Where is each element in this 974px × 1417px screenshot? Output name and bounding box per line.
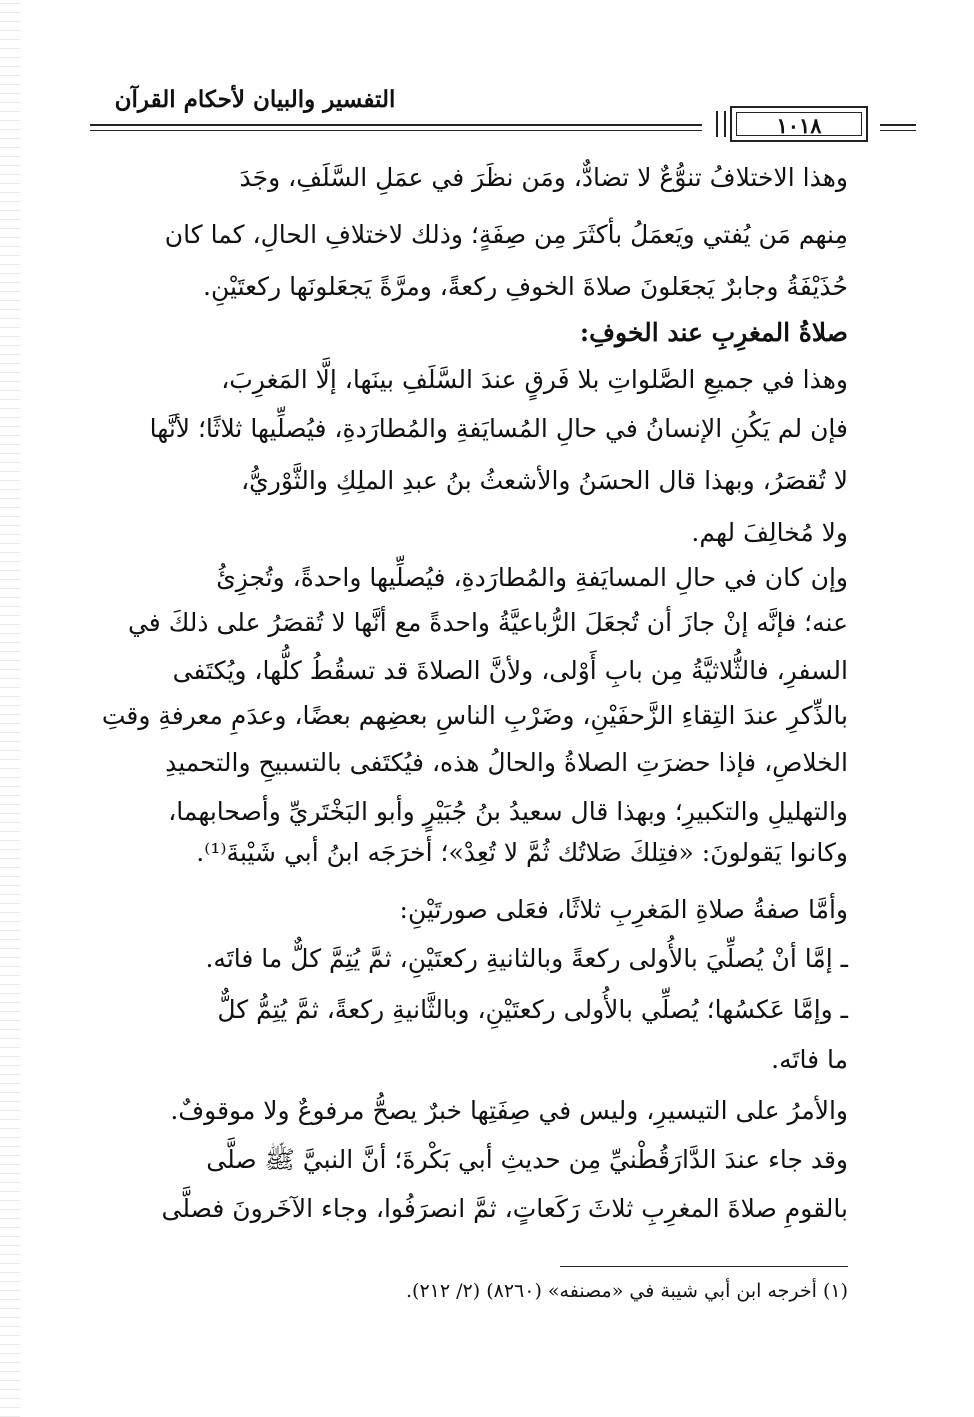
header-rule-tail xyxy=(880,124,916,126)
page-number: ١٠١٨ xyxy=(736,112,862,136)
text-line: لا تُقصَرُ، وبهذا قال الحسَنُ والأشعثُ بنُ عبدِ الملِكِ والثَّوْريُّ، xyxy=(241,466,848,495)
header-ornament-left xyxy=(716,111,726,137)
text-line: السفرِ، فالثُّلاثيَّةُ مِن بابِ أَوْلى، ولأنَّ الصلاةَ قد تسقُطُ كلُّها، ويُكتَفى xyxy=(172,656,848,685)
text-line: عنه؛ فإنَّه إنْ جازَ أن تُجعَلَ الرُّباعيَّةُ واحدةً مع أنَّها لا تُقصَرُ على ذلكَ في xyxy=(127,608,848,637)
scan-edge xyxy=(0,0,20,1417)
text-line: وهذا في جميعِ الصَّلواتِ بلا فَرقٍ عندَ السَّلَفِ بينَها، إلَّا المَغرِبَ، xyxy=(221,365,848,394)
text-line: الخلاصِ، فإذا حضرَتِ الصلاةُ والحالُ هذه، فيُكتَفى بالتسبيحِ والتحميدِ xyxy=(165,748,848,777)
running-header xyxy=(90,86,858,146)
text-line: والأمرُ على التيسيرِ، وليس في صِفَتِها خبرٌ يصحُّ مرفوعٌ ولا موقوفٌ. xyxy=(170,1096,848,1125)
page-number-frame xyxy=(730,106,868,142)
text-line: بالذِّكرِ عندَ التِقاءِ الزَّحفَيْنِ، وضَرْبِ الناسِ بعضِهم بعضًا، وعدَمِ معرفةِ وقتِ xyxy=(101,701,848,730)
text-line: وهذا الاختلافُ تنوُّعٌ لا تضادٌّ، ومَن نظَرَ في عمَلِ السَّلَفِ، وجَدَ xyxy=(239,163,848,192)
list-item: ـ وإمَّا عَكسُها؛ يُصلِّي بالأُولى ركعتَيْنِ، وبالثَّانيةِ ركعةً، ثمَّ يُتِمُّ كلٌّ xyxy=(217,995,848,1024)
section-heading: صلاةُ المغرِبِ عند الخوفِ: xyxy=(579,318,848,347)
text-line: مِنهم مَن يُفتي ويَعمَلُ بأكثَرَ مِن صِفَةٍ؛ وذلك لاختلافِ الحالِ، كما كان xyxy=(164,220,848,249)
text-line: وقد جاء عندَ الدَّارَقُطْنيِّ مِن حديثِ أبي بَكْرةَ؛ أنَّ النبيَّ ﷺ صلَّى xyxy=(206,1145,848,1174)
footnote: (١) أخرجه ابن أبي شيبة في «مصنفه» (٨٢٦٠) (٢/ ٢١٢). xyxy=(406,1280,848,1302)
text-line: ولا مُخالِفَ لهم. xyxy=(691,518,848,547)
header-rule-tail-thin xyxy=(880,130,916,131)
text-line: ما فاتَه. xyxy=(771,1045,848,1074)
running-title: التفسير والبيان لأحكام القرآن xyxy=(114,86,396,113)
text-line: وإن كان في حالِ المسايَفةِ والمُطارَدةِ، فيُصلِّيها واحدةً، وتُجزِئُ xyxy=(216,563,848,592)
text-line: حُذَيْفَةُ وجابرٌ يَجعَلونَ صلاةَ الخوفِ ركعةً، ومرَّةً يَجعَلونَها ركعتَيْنِ. xyxy=(203,272,848,301)
footnote-rule xyxy=(560,1266,848,1267)
text-line: وكانوا يَقولونَ: «فتِلكَ صَلاتُك ثُمَّ لا تُعِدْ»؛ أخرَجَه ابنُ أبي شَيْبةَ⁽¹⁾. xyxy=(196,838,848,867)
text-line: وأمَّا صفةُ صلاةِ المَغرِبِ ثلاثًا، فعَلى صورتَيْنِ: xyxy=(399,895,848,924)
list-item: ـ إمَّا أنْ يُصلِّيَ بالأُولى ركعةً وبالثانيةِ ركعتَيْنِ، ثمَّ يُتِمَّ كلٌّ ما فاتَه. xyxy=(205,944,848,973)
header-rule-thin xyxy=(90,130,702,131)
text-line: بالقومِ صلاةَ المغرِبِ ثلاثَ رَكَعاتٍ، ثمَّ انصرَفُوا، وجاء الآخَرونَ فصلَّى xyxy=(161,1194,848,1223)
text-line: والتهليلِ والتكبيرِ؛ وبهذا قال سعيدُ بنُ جُبَيْرٍ وأبو البَخْتَريِّ وأصحابهما، xyxy=(168,797,848,826)
text-line: فإن لم يَكُنِ الإنسانُ في حالِ المُسايَفةِ والمُطارَدةِ، فيُصلِّيها ثلاثًا؛ لأنَّها xyxy=(149,414,848,443)
header-rule xyxy=(90,124,702,126)
